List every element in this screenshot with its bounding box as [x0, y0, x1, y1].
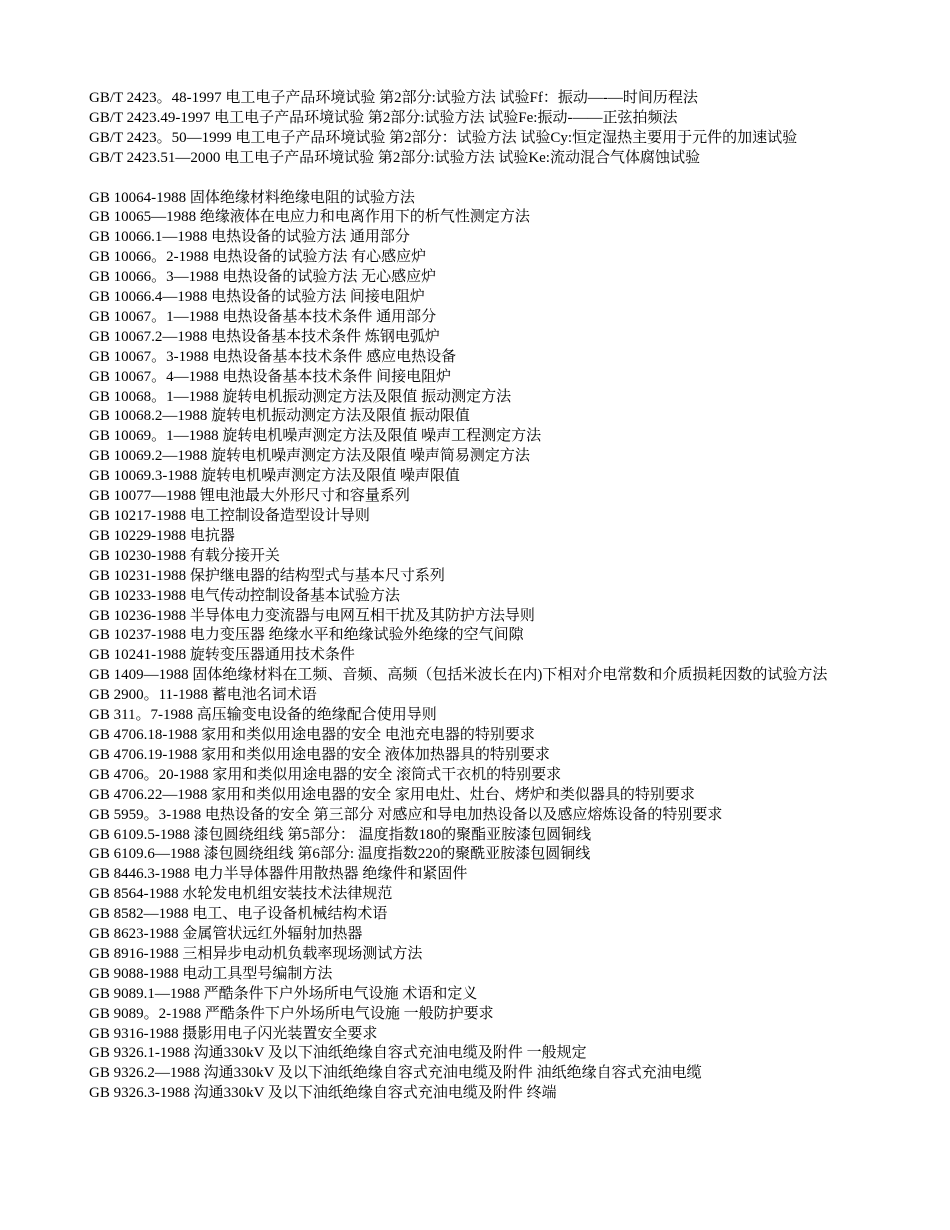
- standard-entry: GB 10069.3-1988 旋转电机噪声测定方法及限值 噪声限值: [89, 468, 460, 485]
- standard-entry: GB 10067。3-1988 电热设备基本技术条件 感应电热设备: [89, 348, 457, 365]
- standard-entry: GB/T 2423.51—2000 电工电子产品环境试验 第2部分:试验方法 试验Ke:流动混合气体腐蚀试验: [89, 149, 700, 166]
- standard-entry: GB 9088-1988 电动工具型号编制方法: [89, 965, 333, 982]
- standard-entry: GB 8916-1988 三相异步电动机负载率现场测试方法: [89, 945, 423, 962]
- standard-entry: GB 10064-1988 固体绝缘材料绝缘电阻的试验方法: [89, 189, 415, 206]
- standard-entry: GB 10066.4—1988 电热设备的试验方法 间接电阻炉: [89, 289, 425, 306]
- standard-entry: GB 8582—1988 电工、电子设备机械结构术语: [89, 906, 388, 923]
- standard-entry: GB 10065—1988 绝缘液体在电应力和电离作用下的析气性测定方法: [89, 209, 530, 226]
- standard-entry: GB 9326.2—1988 沟通330kV 及以下油纸绝缘自容式充油电缆及附件 油纸绝缘自容式充油电缆: [89, 1065, 702, 1082]
- standards-group-gb-1988: [89, 189, 864, 1105]
- standard-entry: GB 10069.2—1988 旋转电机噪声测定方法及限值 噪声简易测定方法: [89, 448, 530, 465]
- standard-entry: GB 311。7-1988 高压输变电设备的绝缘配合使用导则: [89, 707, 437, 724]
- standards-list: [89, 89, 864, 1104]
- standard-entry: GB 8623-1988 金属管状远红外辐射加热器: [89, 926, 363, 943]
- standard-entry: GB 10066。2-1988 电热设备的试验方法 有心感应炉: [89, 249, 427, 266]
- standard-entry: GB 10241-1988 旋转变压器通用技术条件: [89, 647, 355, 664]
- standard-entry: GB 10067。1—1988 电热设备基本技术条件 通用部分: [89, 308, 437, 325]
- standard-entry: GB/T 2423。50—1999 电工电子产品环境试验 第2部分：试验方法 试验Cy:恒定湿热主要用于元件的加速试验: [89, 129, 798, 146]
- standard-entry: GB 10068。1—1988 旋转电机振动测定方法及限值 振动测定方法: [89, 388, 512, 405]
- standard-entry: GB 10237-1988 电力变压器 绝缘水平和绝缘试验外绝缘的空气间隙: [89, 627, 524, 644]
- standard-entry: GB 10231-1988 保护继电器的结构型式与基本尺寸系列: [89, 567, 445, 584]
- standard-entry: GB 6109.5-1988 漆包圆绕组线 第5部分： 温度指数180的聚酯亚胺漆包圆铜线: [89, 826, 592, 843]
- standard-entry: GB 10067.2—1988 电热设备基本技术条件 炼钢电弧炉: [89, 328, 440, 345]
- standard-entry: GB 10077—1988 锂电池最大外形尺寸和容量系列: [89, 488, 410, 505]
- standard-entry: GB 10066。3—1988 电热设备的试验方法 无心感应炉: [89, 269, 437, 286]
- standard-entry: GB 5959。3-1988 电热设备的安全 第三部分 对感应和导电加热设备以及感应熔炼设备的特别要求: [89, 806, 723, 823]
- standard-entry: GB 4706.18-1988 家用和类似用途电器的安全 电池充电器的特别要求: [89, 726, 535, 743]
- standard-entry: GB 10067。4—1988 电热设备基本技术条件 间接电阻炉: [89, 368, 452, 385]
- standard-entry: GB 10069。1—1988 旋转电机噪声测定方法及限值 噪声工程测定方法: [89, 428, 542, 445]
- standard-entry: GB 10236-1988 半导体电力变流器与电网互相干扰及其防护方法导则: [89, 607, 535, 624]
- standard-entry: GB 10068.2—1988 旋转电机振动测定方法及限值 振动限值: [89, 408, 470, 425]
- standard-entry: GB/T 2423.49-1997 电工电子产品环境试验 第2部分:试验方法 试验Fe:振动-——正弦拍频法: [89, 109, 678, 126]
- standard-entry: GB 4706.19-1988 家用和类似用途电器的安全 液体加热器具的特别要求: [89, 746, 550, 763]
- standard-entry: GB 8564-1988 水轮发电机组安装技术法律规范: [89, 886, 393, 903]
- standard-entry: GB 9089.1—1988 严酷条件下户外场所电气设施 术语和定义: [89, 985, 478, 1002]
- standard-entry: GB 8446.3-1988 电力半导体器件用散热器 绝缘件和紧固件: [89, 866, 468, 883]
- standard-entry: GB 4706.22—1988 家用和类似用途电器的安全 家用电灶、灶台、烤炉和类似器具的特别要求: [89, 786, 695, 803]
- standard-entry: GB/T 2423。48-1997 电工电子产品环境试验 第2部分:试验方法 试验Ff：振动—-—时间历程法: [89, 90, 698, 106]
- standard-entry: GB 1409—1988 固体绝缘材料在工频、音频、高频（包括米波长在内)下相对介电常数和介质损耗因数的试验方法: [89, 667, 828, 684]
- standard-entry: GB 10217-1988 电工控制设备造型设计导则: [89, 508, 370, 525]
- standard-entry: GB 4706。20-1988 家用和类似用途电器的安全 滚筒式干衣机的特别要求: [89, 766, 562, 783]
- standards-group-gbt-2423: [89, 89, 864, 169]
- standard-entry: GB 9326.3-1988 沟通330kV 及以下油纸绝缘自容式充油电缆及附件 终端: [89, 1085, 557, 1102]
- standard-entry: GB 10066.1—1988 电热设备的试验方法 通用部分: [89, 229, 410, 246]
- standard-entry: GB 9326.1-1988 沟通330kV 及以下油纸绝缘自容式充油电缆及附件 一般规定: [89, 1045, 587, 1062]
- standard-entry: GB 10229-1988 电抗器: [89, 527, 235, 544]
- standard-entry: GB 10230-1988 有载分接开关: [89, 547, 280, 564]
- standard-entry: GB 2900。11-1988 蓄电池名词术语: [89, 687, 317, 704]
- standard-entry: GB 9089。2-1988 严酷条件下户外场所电气设施 一般防护要求: [89, 1005, 494, 1022]
- standard-entry: GB 10233-1988 电气传动控制设备基本试验方法: [89, 587, 400, 604]
- standard-entry: GB 9316-1988 摄影用电子闪光装置安全要求: [89, 1025, 378, 1042]
- standard-entry: GB 6109.6—1988 漆包圆绕组线 第6部分: 温度指数220的聚酰亚胺漆包圆铜线: [89, 846, 591, 863]
- paragraph-gap: [89, 169, 864, 189]
